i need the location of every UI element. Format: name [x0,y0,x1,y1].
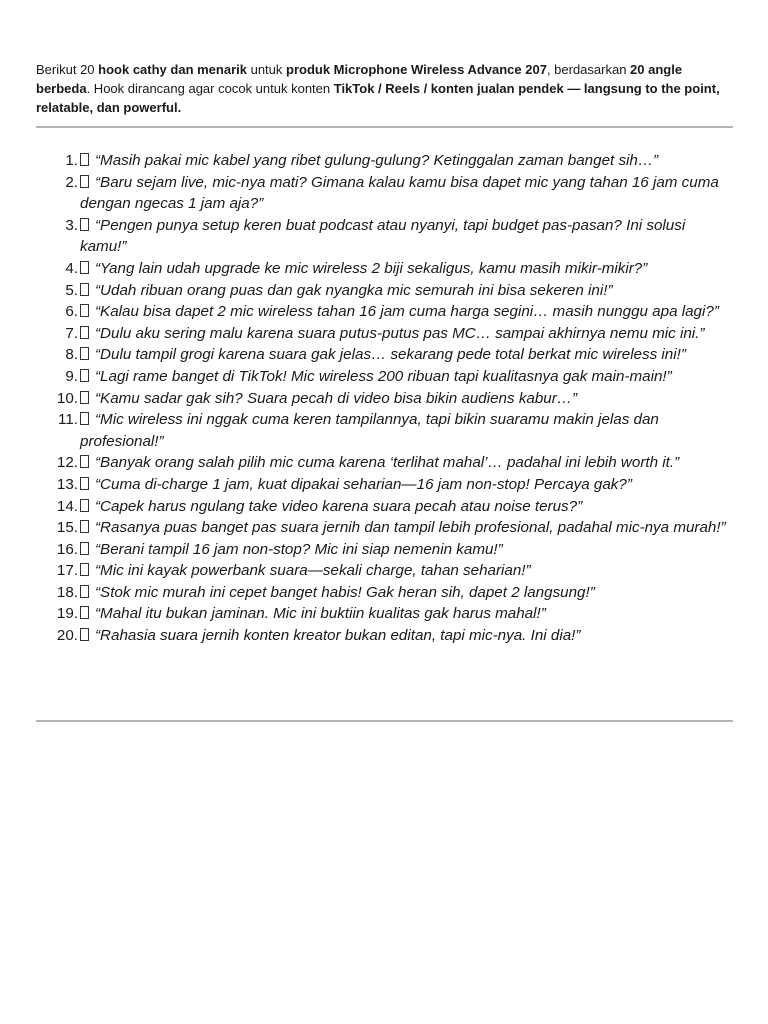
list-item [36,517,733,539]
list-item-number: 18. [56,583,78,601]
list-item [36,474,733,496]
hook-text: “Lagi rame banget di TikTok! Mic wireless 200 ribuan tapi kualitasnya gak main-main!” [95,367,672,385]
missing-glyph-icon [80,412,89,425]
list-item-body [80,215,733,258]
list-item-number: 2. [65,173,78,191]
list-item [36,452,733,474]
hook-text: “Mic ini kayak powerbank suara—sekali charge, tahan seharian!” [95,562,531,580]
hook-text: “Mic wireless ini nggak cuma keren tampilannya, tapi bikin suaramu makin jelas dan profesional!” [80,411,659,450]
missing-glyph-icon [80,628,89,641]
hook-text: “Pengen punya setup keren buat podcast atau nyanyi, tapi budget pas-pasan? Ini solusi kamu!” [80,216,686,256]
list-item-number: 17. [56,562,78,580]
intro-part-bold: 20 angle berbeda [36,62,683,96]
missing-glyph-icon [80,606,89,619]
list-item-number: 6. [65,303,78,321]
list-item-number: 15. [56,519,78,537]
missing-glyph-icon [80,218,89,231]
list-item-number: 8. [65,346,78,364]
list-item-body [80,344,733,366]
list-item-number: 4. [65,259,78,277]
list-item-number: 19. [56,605,78,623]
list-item-body [80,517,733,539]
missing-glyph-icon [80,326,89,339]
list-item [36,409,733,452]
list-item-number: 16. [56,540,78,558]
list-item [36,150,733,172]
list-item [36,388,733,410]
list-item-number: 10. [56,389,78,407]
list-item [36,625,733,647]
list-item-body [80,366,733,388]
missing-glyph-icon [80,499,89,512]
intro-paragraph [36,60,726,117]
list-item-body [80,496,733,518]
list-item-number: 7. [65,324,78,342]
list-item-body [80,452,733,474]
hook-text: “Yang lain udah upgrade ke mic wireless 2 biji sekaligus, kamu masih mikir-mikir?” [95,259,648,277]
list-item-number: 13. [56,475,78,493]
missing-glyph-icon [80,542,89,555]
list-item-body [80,560,733,582]
list-item-body [80,625,733,647]
list-item-number: 5. [65,281,78,299]
divider-bottom [36,720,733,722]
hook-text: “Banyak orang salah pilih mic cuma karena ‘terlihat mahal’… padahal ini lebih worth it.” [95,454,680,472]
list-item [36,280,733,302]
intro-part: . Hook dirancang agar cocok untuk konten [86,81,334,96]
intro-part-bold: hook cathy dan menarik [98,62,247,77]
hook-text: “Masih pakai mic kabel yang ribet gulung-gulung? Ketinggalan zaman banget sih…” [95,152,659,169]
intro-part-bold: TikTok / Reels / konten jualan pendek — langsung to the point, relatable, dan powerful. [36,81,720,115]
list-item-number: 1. [65,152,78,169]
list-item-body [80,539,733,561]
list-item [36,215,733,258]
missing-glyph-icon [80,563,89,576]
list-item [36,366,733,388]
hook-text: “Capek harus ngulang take video karena suara pecah atau noise terus?” [95,497,583,515]
list-item [36,344,733,366]
missing-glyph-icon [80,153,89,166]
list-item-body [80,388,733,410]
list-item [36,172,733,215]
hook-text: “Mahal itu bukan jaminan. Mic ini buktiin kualitas gak harus mahal!” [95,605,546,623]
hook-text: “Udah ribuan orang puas dan gak nyangka mic semurah ini bisa sekeren ini!” [95,281,613,299]
intro-part: , berdasarkan [546,62,631,77]
intro-part: untuk [246,62,287,77]
list-item-body [80,582,733,604]
hook-text: “Stok mic murah ini cepet banget habis! Gak heran sih, dapet 2 langsung!” [95,583,595,601]
missing-glyph-icon [80,261,89,274]
intro-part: Berikut 20 [36,62,99,77]
list-item [36,323,733,345]
missing-glyph-icon [80,283,89,296]
missing-glyph-icon [80,477,89,490]
list-item [36,582,733,604]
list-item-number: 14. [56,497,78,515]
list-item-number: 12. [56,454,78,472]
hook-text: “Dulu tampil grogi karena suara gak jelas… sekarang pede total berkat mic wireless ini!” [95,346,686,364]
hook-text: “Rahasia suara jernih konten kreator bukan editan, tapi mic-nya. Ini dia!” [95,627,581,645]
missing-glyph-icon [80,347,89,360]
list-item [36,560,733,582]
missing-glyph-icon [80,585,89,598]
list-item-body [80,603,733,625]
list-item-body [80,280,733,302]
list-item-body [80,474,733,496]
missing-glyph-icon [80,175,89,188]
hooks-list [36,150,733,647]
hook-text: “Baru sejam live, mic-nya mati? Gimana kalau kamu bisa dapet mic yang tahan 16 jam cuma dengan ngecas 1 jam aja?” [80,173,719,213]
hook-text: “Berani tampil 16 jam non-stop? Mic ini siap nemenin kamu!” [95,540,503,558]
intro-part-bold: produk Microphone Wireless Advance 207 [286,62,547,77]
list-item-number: 9. [65,367,78,385]
missing-glyph-icon [80,520,89,533]
hook-text: “Cuma di-charge 1 jam, kuat dipakai seharian—16 jam non-stop! Percaya gak?” [95,475,632,493]
hook-text: “Kamu sadar gak sih? Suara pecah di video bisa bikin audiens kabur…” [95,389,578,407]
missing-glyph-icon [80,304,89,317]
list-item [36,496,733,518]
list-item-body [80,150,733,172]
list-item-body [80,323,733,345]
list-item-body [80,172,733,215]
hook-text: “Kalau bisa dapet 2 mic wireless tahan 16 jam cuma harga segini… masih nunggu apa lagi?” [95,303,719,321]
missing-glyph-icon [80,391,89,404]
list-item [36,301,733,323]
list-item [36,258,733,280]
list-item-body [80,258,733,280]
list-item [36,603,733,625]
divider-top [36,126,733,128]
missing-glyph-icon [80,369,89,382]
list-item-number: 20. [56,627,78,645]
list-item-body [80,301,733,323]
hook-text: “Rasanya puas banget pas suara jernih dan tampil lebih profesional, padahal mic-nya murah!” [95,519,726,537]
list-item-body [80,409,733,452]
missing-glyph-icon [80,455,89,468]
hook-text: “Dulu aku sering malu karena suara putus-putus pas MC… sampai akhirnya nemu mic ini.” [95,324,705,342]
list-item-number: 11. [58,411,78,429]
list-item-number: 3. [65,216,78,234]
list-item [36,539,733,561]
